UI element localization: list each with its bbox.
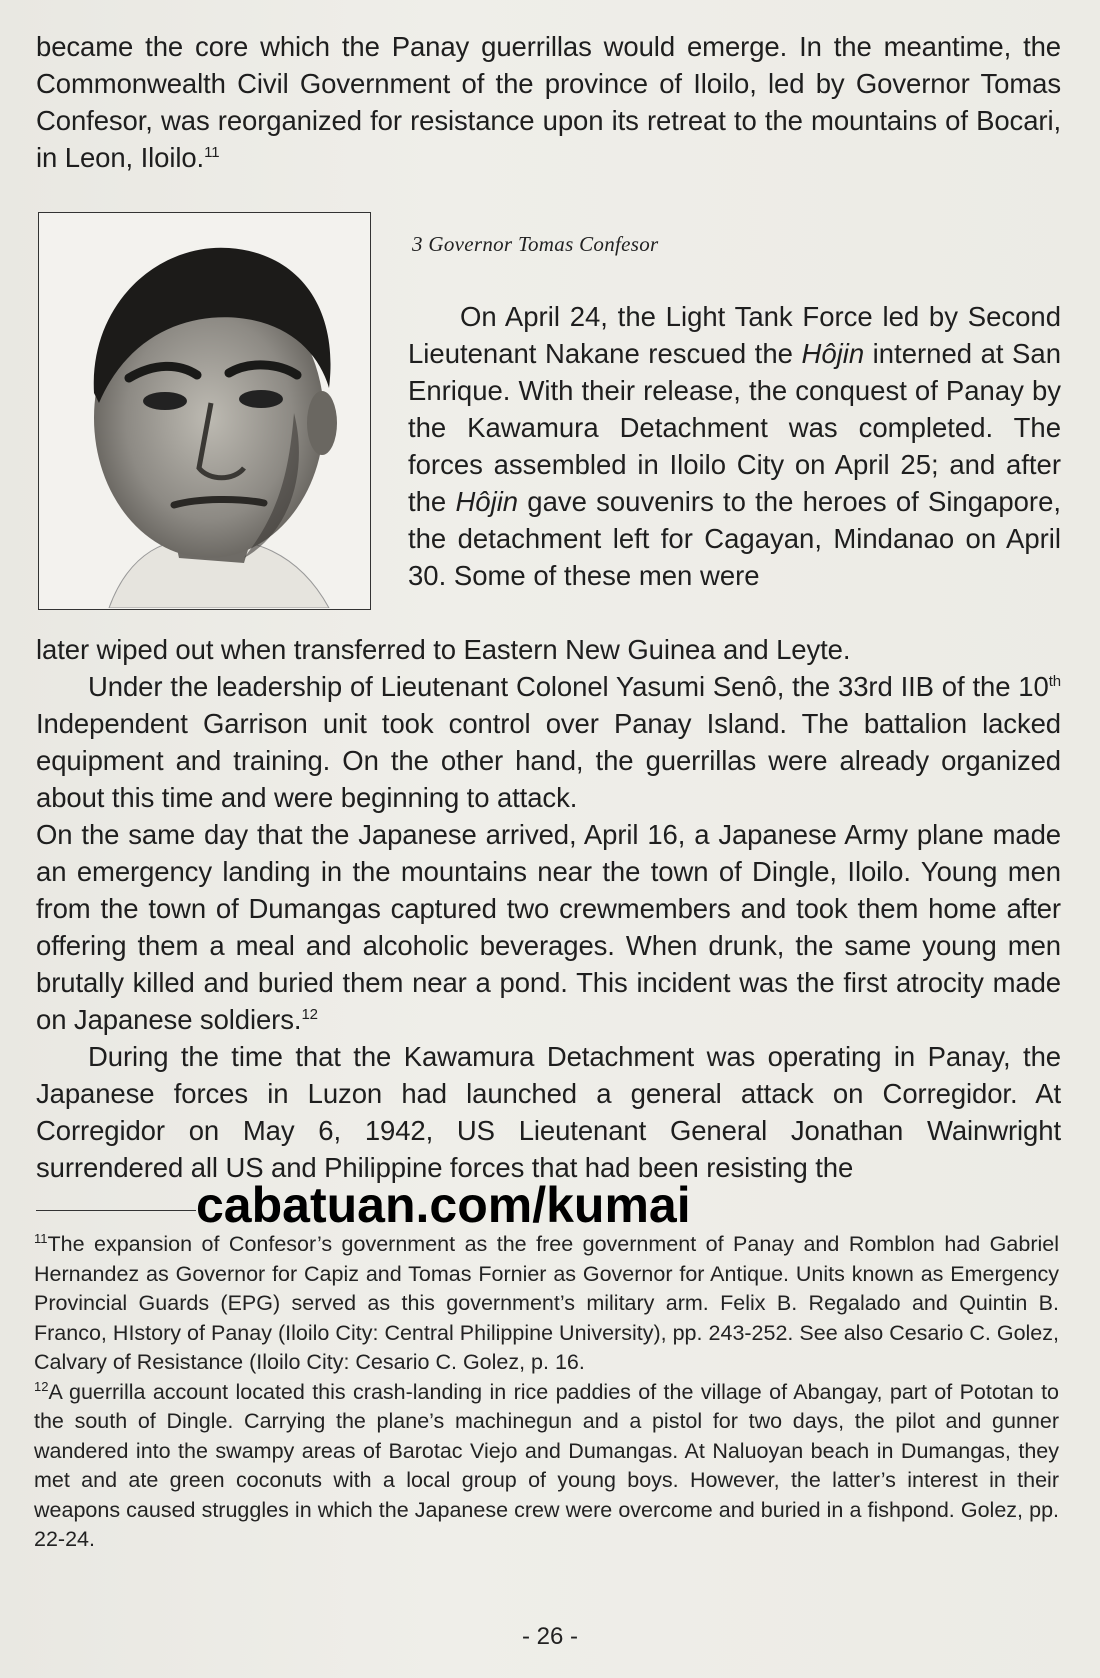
- wrap-text-3: gave souvenirs to the heroes of Singapore, the detachment left for Cagayan, Mindanao on April 30. Some of these men were: [408, 486, 1061, 591]
- page-number: - 26 -: [521, 1623, 578, 1650]
- portrait-photo: [38, 212, 371, 610]
- opening-text: became the core which the Panay guerrillas would emerge. In the meantime, the Commonwealth Civil Government of the province of Iloilo, led by Governor Tomas Confesor, was reorganized for resistance upon its retreat to the mountains of Bocari, in Leon, Iloilo.: [36, 31, 1061, 173]
- seno-text-a: Under the leadership of Lieutenant Colonel Yasumi Senô, the 33rd IIB of the 10: [88, 671, 1049, 702]
- footnote-rule: [36, 1210, 196, 1211]
- ordinal-sup: th: [1048, 672, 1061, 690]
- main-body: [36, 631, 1061, 1186]
- footnote-number: 11: [34, 1230, 48, 1246]
- seno-text-b: Independent Garrison unit took control over Panay Island. The battalion lacked equipment and training. On the other hand, the guerrillas were already organized about this time and were beginning to attack.: [36, 708, 1061, 813]
- footnote-12: [34, 1378, 1059, 1555]
- paragraph-corregidor: During the time that the Kawamura Detachment was operating in Panay, the Japanese forces in Luzon had launched a general attack on Corregidor. At Corregidor on May 6, 1942, US Lieutenant General Jonathan Wainwright surrendered all US and Philippine forces that had been resisting the: [36, 1041, 1061, 1183]
- watermark-url: cabatuan.com/kumai: [196, 1177, 691, 1233]
- plane-text: On the same day that the Japanese arrived, April 16, a Japanese Army plane made an emergency landing in the mountains near the town of Dingle, Iloilo. Young men from the town of Dumangas captured two crewmembers and took them home after offering them a meal and alcoholic beverages. When drunk, the same young men brutally killed and buried them near a pond. This incident was the first atrocity made on Japanese soldiers.: [36, 819, 1061, 1035]
- paragraph-plane: [36, 816, 1061, 1038]
- footnote-11: [34, 1230, 1059, 1378]
- wrap-text-2: interned at San Enrique. With their release, the conquest of Panay by the Kawamura Detachment was completed. The forces assembled in Iloilo City on April 25; and after the: [408, 338, 1061, 517]
- paragraph-seno: [36, 668, 1061, 816]
- photo-caption: 3 Governor Tomas Confesor: [412, 232, 659, 256]
- wrap-text-1: On April 24, the Light Tank Force led by Second Lieutenant Nakane rescued the: [408, 301, 1061, 369]
- footnote-text: The expansion of Confesor’s government as the free government of Panay and Romblon had Gabriel Hernandez as Governor for Capiz and Tomas Fornier as Governor for Antique. Units known as Emergency Provincial Guards (EPG) served as this government’s military arm. Felix B. Regalado and Quintin B. Franco, HIstory of Panay (Iloilo City: Central Philippine University), pp. 243-252. See also Cesario C. Golez, Calvary of Resistance (Iloilo City: Cesario C. Golez, p. 16.: [34, 1232, 1059, 1374]
- footnote-ref-11: 11: [204, 143, 220, 161]
- footnote-ref-12: 12: [301, 1005, 318, 1023]
- footnote-number: 12: [34, 1378, 49, 1394]
- italic-hojin-2: Hôjin: [455, 486, 519, 517]
- portrait-illustration: [39, 213, 369, 608]
- continued-line: later wiped out when transferred to Eastern New Guinea and Leyte.: [36, 634, 851, 665]
- italic-hojin-1: Hôjin: [801, 338, 865, 369]
- wrapped-paragraph: [408, 298, 1061, 594]
- opening-paragraph: [36, 28, 1061, 176]
- footnotes: [34, 1230, 1059, 1555]
- footnote-text: A guerrilla account located this crash-landing in rice paddies of the village of Abangay, part of Pototan to the south of Dingle. Carrying the plane’s machinegun and a pistol for two days, the pilot and gunner wandered into the swampy areas of Barotac Viejo and Dumangas. At Naluoyan beach in Dumangas, they met and ate green coconuts with a local group of young boys. However, the latter’s interest in their weapons caused struggles in which the Japanese crew were overcome and buried in a fishpond. Golez, pp. 22-24.: [34, 1379, 1059, 1551]
